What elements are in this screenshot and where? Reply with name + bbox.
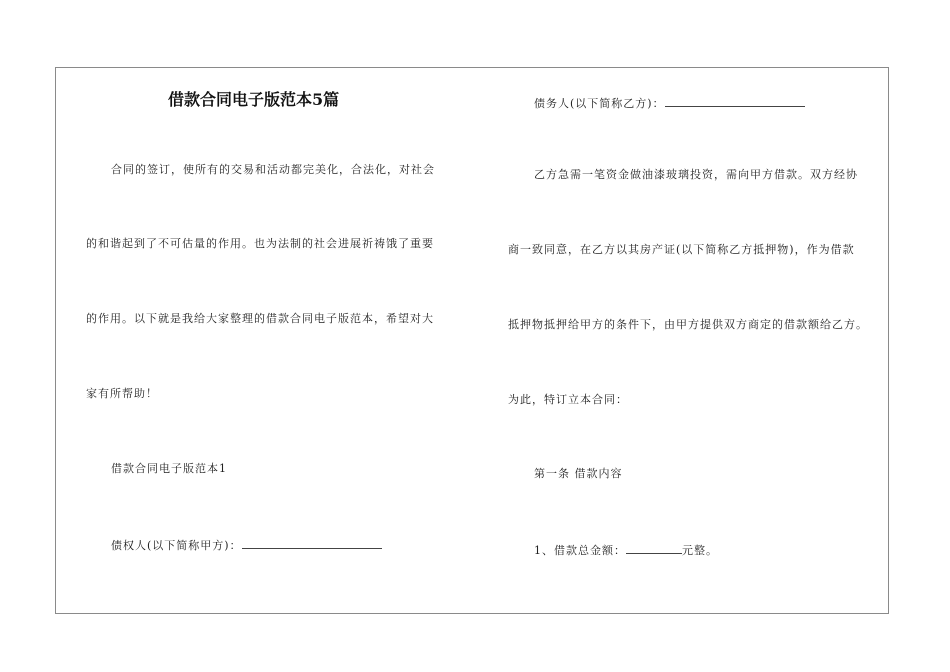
document-title: 借款合同电子版范本5篇 <box>168 90 340 109</box>
loan-paragraph-line-1: 乙方急需一笔资金做油漆玻璃投资，需向甲方借款。双方经协 <box>534 168 858 181</box>
loan-amount-blank-field <box>626 542 682 554</box>
intro-paragraph-line-4: 家有所帮助！ <box>86 387 158 400</box>
document-page-frame <box>55 67 889 614</box>
loan-amount-label: 1、借款总金额： <box>534 544 626 557</box>
intro-paragraph-line-2: 的和谐起到了不可估量的作用。也为法制的社会进展祈祷饿了重要 <box>86 237 434 250</box>
loan-paragraph-line-3: 抵押物抵押给甲方的条件下，由甲方提供双方商定的借款额给乙方。 <box>508 318 868 331</box>
section-heading: 借款合同电子版范本1 <box>111 462 227 475</box>
creditor-line <box>111 537 382 553</box>
loan-paragraph-line-4: 为此，特订立本合同： <box>508 393 628 406</box>
loan-amount-line <box>534 542 718 558</box>
debtor-blank-field <box>665 95 805 107</box>
article-heading: 第一条 借款内容 <box>534 467 623 480</box>
debtor-label: 债务人(以下简称乙方)： <box>534 97 665 110</box>
loan-amount-suffix: 元整。 <box>682 544 718 557</box>
loan-paragraph-line-2: 商一致同意，在乙方以其房产证(以下简称乙方抵押物)，作为借款 <box>508 243 855 256</box>
debtor-line <box>534 95 805 111</box>
intro-paragraph-line-1: 合同的签订，使所有的交易和活动都完美化，合法化，对社会 <box>111 163 435 176</box>
creditor-blank-field <box>242 537 382 549</box>
intro-paragraph-line-3: 的作用。以下就是我给大家整理的借款合同电子版范本，希望对大 <box>86 312 434 325</box>
creditor-label: 债权人(以下简称甲方)： <box>111 539 242 552</box>
